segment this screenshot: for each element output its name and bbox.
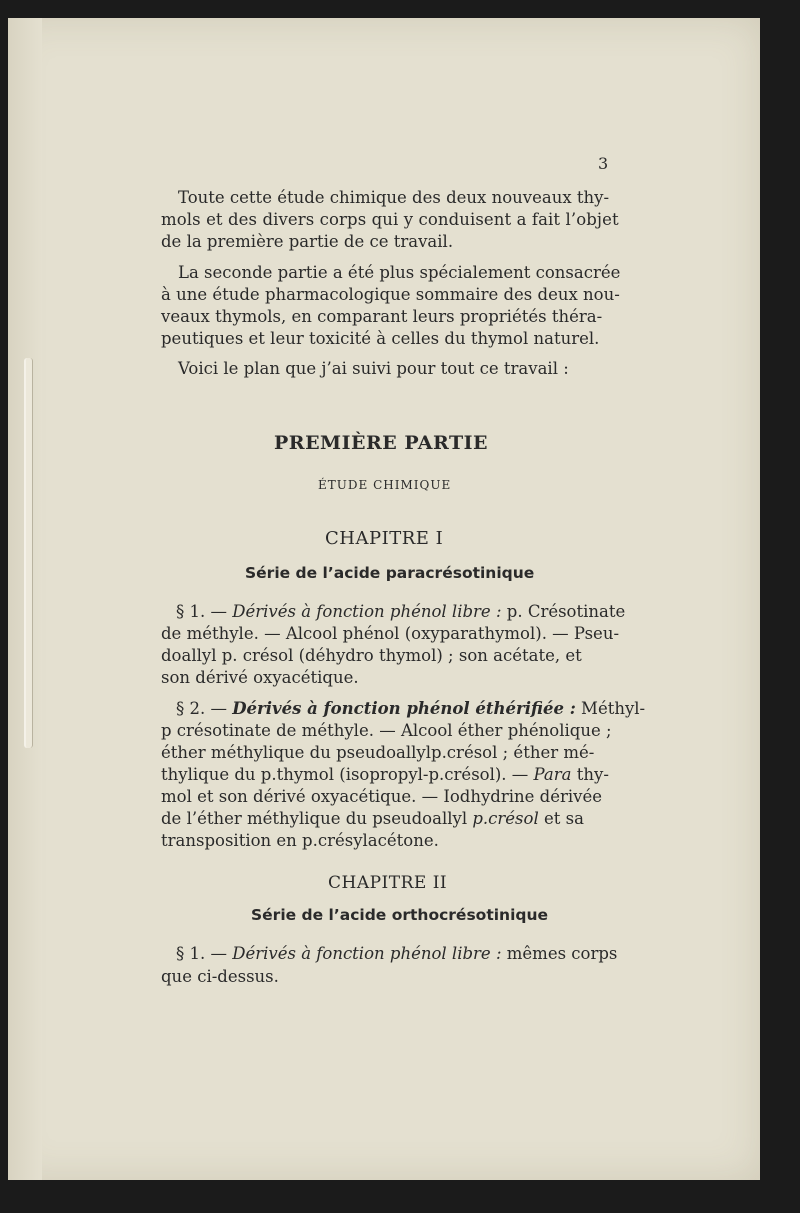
ch1-s1-line-3: doallyl p. crésol (déhydro thymol) ; son acétate, et — [161, 646, 582, 665]
ch1-s1-line-2: de méthyle. — Alcool phénol (oxyparathymol). — Pseu- — [161, 624, 620, 643]
ch1-s2-line-6 — [161, 808, 584, 829]
ch1-s2-mark: § 2. — — [176, 699, 227, 718]
ch2-s1-rest: mêmes corps — [506, 944, 618, 963]
intro-p2-line-2: à une étude pharmacologique sommaire des deux nou- — [161, 285, 620, 304]
ch1-s1-rest: p. Crésotinate — [506, 602, 626, 621]
ch2-s1-mark: § 1. — — [176, 944, 227, 963]
intro-p1-line-1: Toute cette étude chimique des deux nouveaux thy- — [178, 188, 610, 207]
intro-p1-line-3: de la première partie de ce travail. — [161, 232, 454, 251]
ch1-s1-line-1 — [176, 601, 625, 622]
binding-thread — [24, 358, 33, 748]
chapter-2-series: Série de l’acide orthocrésotinique — [251, 906, 549, 924]
ch1-s2-l4b: Para — [533, 765, 572, 784]
ch2-s1-label: Dérivés à fonction phénol libre : — [232, 944, 502, 963]
part-title: PREMIÈRE PARTIE — [274, 432, 488, 454]
ch1-s2-line-1 — [176, 698, 645, 719]
page-number: 3 — [598, 154, 609, 173]
chapter-2-title: CHAPITRE II — [328, 873, 448, 893]
ch2-s1-line-1 — [176, 943, 617, 964]
ch1-s2-l6b: p.crésol — [472, 809, 539, 828]
intro-p2-line-4: peutiques et leur toxicité à celles du thymol naturel. — [161, 329, 600, 348]
part-subtitle: ÉTUDE CHIMIQUE — [318, 478, 452, 492]
ch1-s2-line-5: mol et son dérivé oxyacétique. — Iodhydrine dérivée — [161, 787, 603, 806]
ch1-s2-line-7: transposition en p.crésylacétone. — [161, 831, 439, 850]
chapter-1-title: CHAPITRE I — [325, 528, 444, 549]
ch1-s2-line-4 — [161, 764, 609, 785]
ch1-s2-rest: Méthyl- — [581, 699, 646, 718]
ch1-s1-line-4: son dérivé oxyacétique. — [161, 668, 359, 687]
intro-p2-line-3: veaux thymols, en comparant leurs propriétés théra- — [161, 307, 603, 326]
chapter-1-series: Série de l’acide paracrésotinique — [245, 564, 535, 582]
ch1-s2-l4a: thylique du p.thymol (isopropyl-p.crésol). — — [161, 765, 529, 784]
intro-p3: Voici le plan que j’ai suivi pour tout ce travail : — [178, 359, 569, 378]
ch1-s1-mark: § 1. — — [176, 602, 227, 621]
ch2-s1-line-2: que ci-dessus. — [161, 967, 279, 986]
ch1-s2-line-2: p crésotinate de méthyle. — Alcool éther phénolique ; — [161, 721, 612, 740]
ch1-s2-l6a: de l’éther méthylique du pseudoallyl — [161, 809, 468, 828]
intro-p2-line-1: La seconde partie a été plus spécialement consacrée — [178, 263, 621, 282]
ch1-s2-label: Dérivés à fonction phénol éthérifiée : — [232, 699, 576, 718]
ch1-s2-l4c: thy- — [576, 765, 609, 784]
ch1-s2-line-3: éther méthylique du pseudoallylp.crésol ; éther mé- — [161, 743, 595, 762]
ch1-s1-label: Dérivés à fonction phénol libre : — [232, 602, 502, 621]
intro-p1-line-2: mols et des divers corps qui y conduisent a fait l’objet — [161, 210, 619, 229]
ch1-s2-l6c: et sa — [544, 809, 584, 828]
